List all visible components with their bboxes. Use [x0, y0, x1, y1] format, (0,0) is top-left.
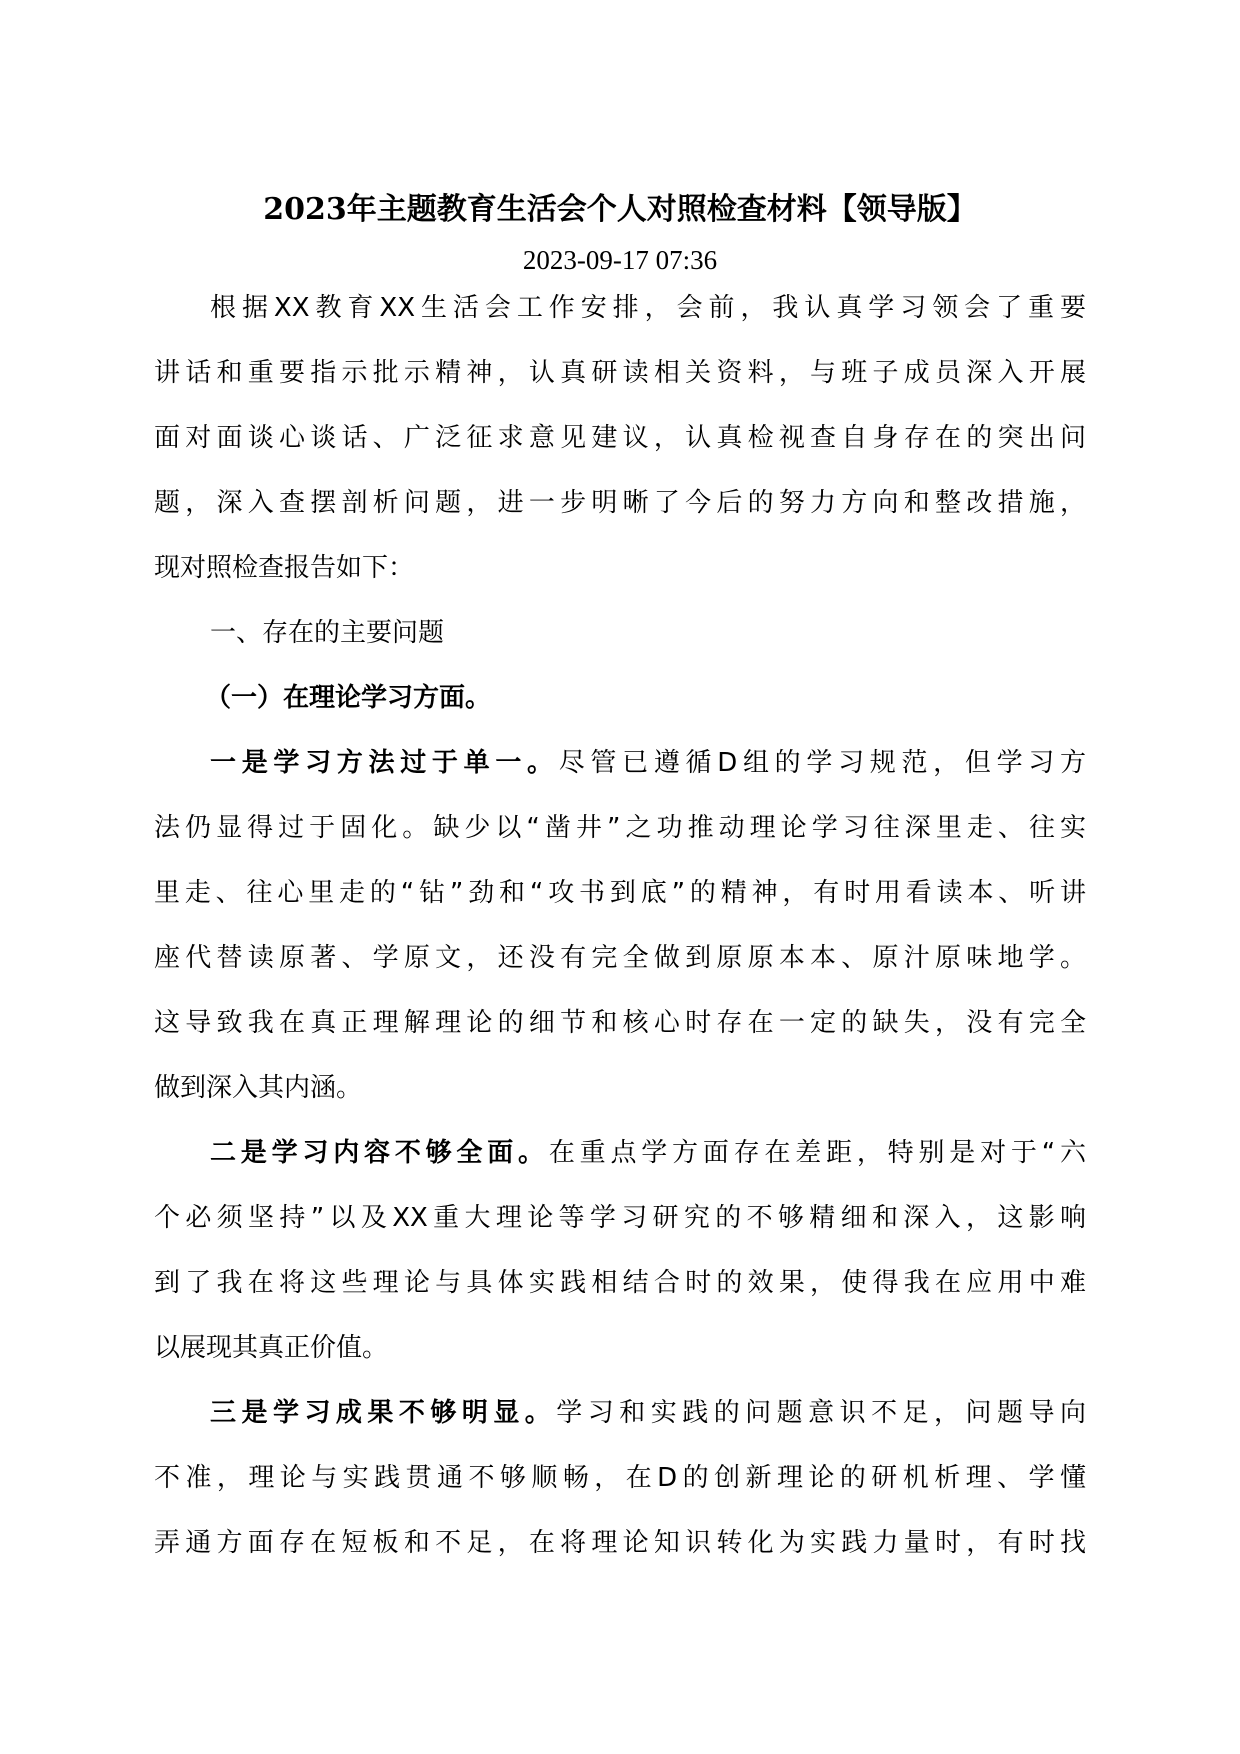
paragraph-line: 弄通方面存在短板和不足，在将理论知识转化为实践力量时，有时找: [154, 1528, 1086, 1558]
paragraph-first-line: [154, 1393, 1086, 1433]
paragraph-line: 以展现其真正价值。: [154, 1333, 389, 1363]
intro-line: 面对面谈心谈话、广泛征求意见建议，认真检视查自身存在的突出问: [154, 423, 1086, 453]
intro-line: 根据XX教育XX生活会工作安排，会前，我认真学习领会了重要: [210, 293, 1086, 323]
section-heading: 一、存在的主要问题: [210, 618, 445, 648]
intro-line: 题，深入查摆剖析问题，进一步明晰了今后的努力方向和整改措施，: [154, 488, 1086, 518]
intro-line: 讲话和重要指示批示精神，认真研读相关资料，与班子成员深入开展: [154, 358, 1086, 388]
point-text: 尽管已遵循D组的学习规范，但学习方: [558, 748, 1086, 778]
paragraph-first-line: [154, 1133, 1086, 1173]
paragraph-line: 到了我在将这些理论与具体实践相结合时的效果，使得我在应用中难: [154, 1268, 1086, 1298]
point-text: 学习和实践的问题意识不足，问题导向: [556, 1398, 1086, 1428]
paragraph-line: 个必须坚持”以及XX重大理论等学习研究的不够精细和深入，这影响: [154, 1203, 1086, 1233]
paragraph-line: 里走、往心里走的“钻”劲和“攻书到底”的精神，有时用看读本、听讲: [154, 878, 1086, 908]
point-lead: 二是学习内容不够全面。: [210, 1138, 549, 1168]
paragraph-line: 做到深入其内涵。: [154, 1073, 363, 1103]
paragraph-line: 这导致我在真正理解理论的细节和核心时存在一定的缺失，没有完全: [154, 1008, 1086, 1038]
paragraph-first-line: [154, 743, 1086, 783]
point-lead: 一是学习方法过于单一。: [210, 748, 559, 778]
paragraph-line: 法仍显得过于固化。缺少以“凿井”之功推动理论学习往深里走、往实: [154, 813, 1086, 843]
point-lead: 三是学习成果不够明显。: [210, 1398, 557, 1428]
document-title: 2023年主题教育生活会个人对照检查材料【领导版】: [263, 192, 977, 227]
paragraph-line: 不准，理论与实践贯通不够顺畅，在D的创新理论的研机析理、学懂: [154, 1463, 1086, 1493]
point-text: 在重点学方面存在差距，特别是对于“六: [548, 1138, 1086, 1168]
intro-line: 现对照检查报告如下：: [154, 553, 415, 583]
paragraph-line: 座代替读原著、学原文，还没有完全做到原原本本、原汁原味地学。: [154, 943, 1086, 973]
publish-datetime: 2023-09-17 07:36: [522, 245, 718, 275]
subsection-heading: （一）在理论学习方面。: [205, 683, 492, 713]
